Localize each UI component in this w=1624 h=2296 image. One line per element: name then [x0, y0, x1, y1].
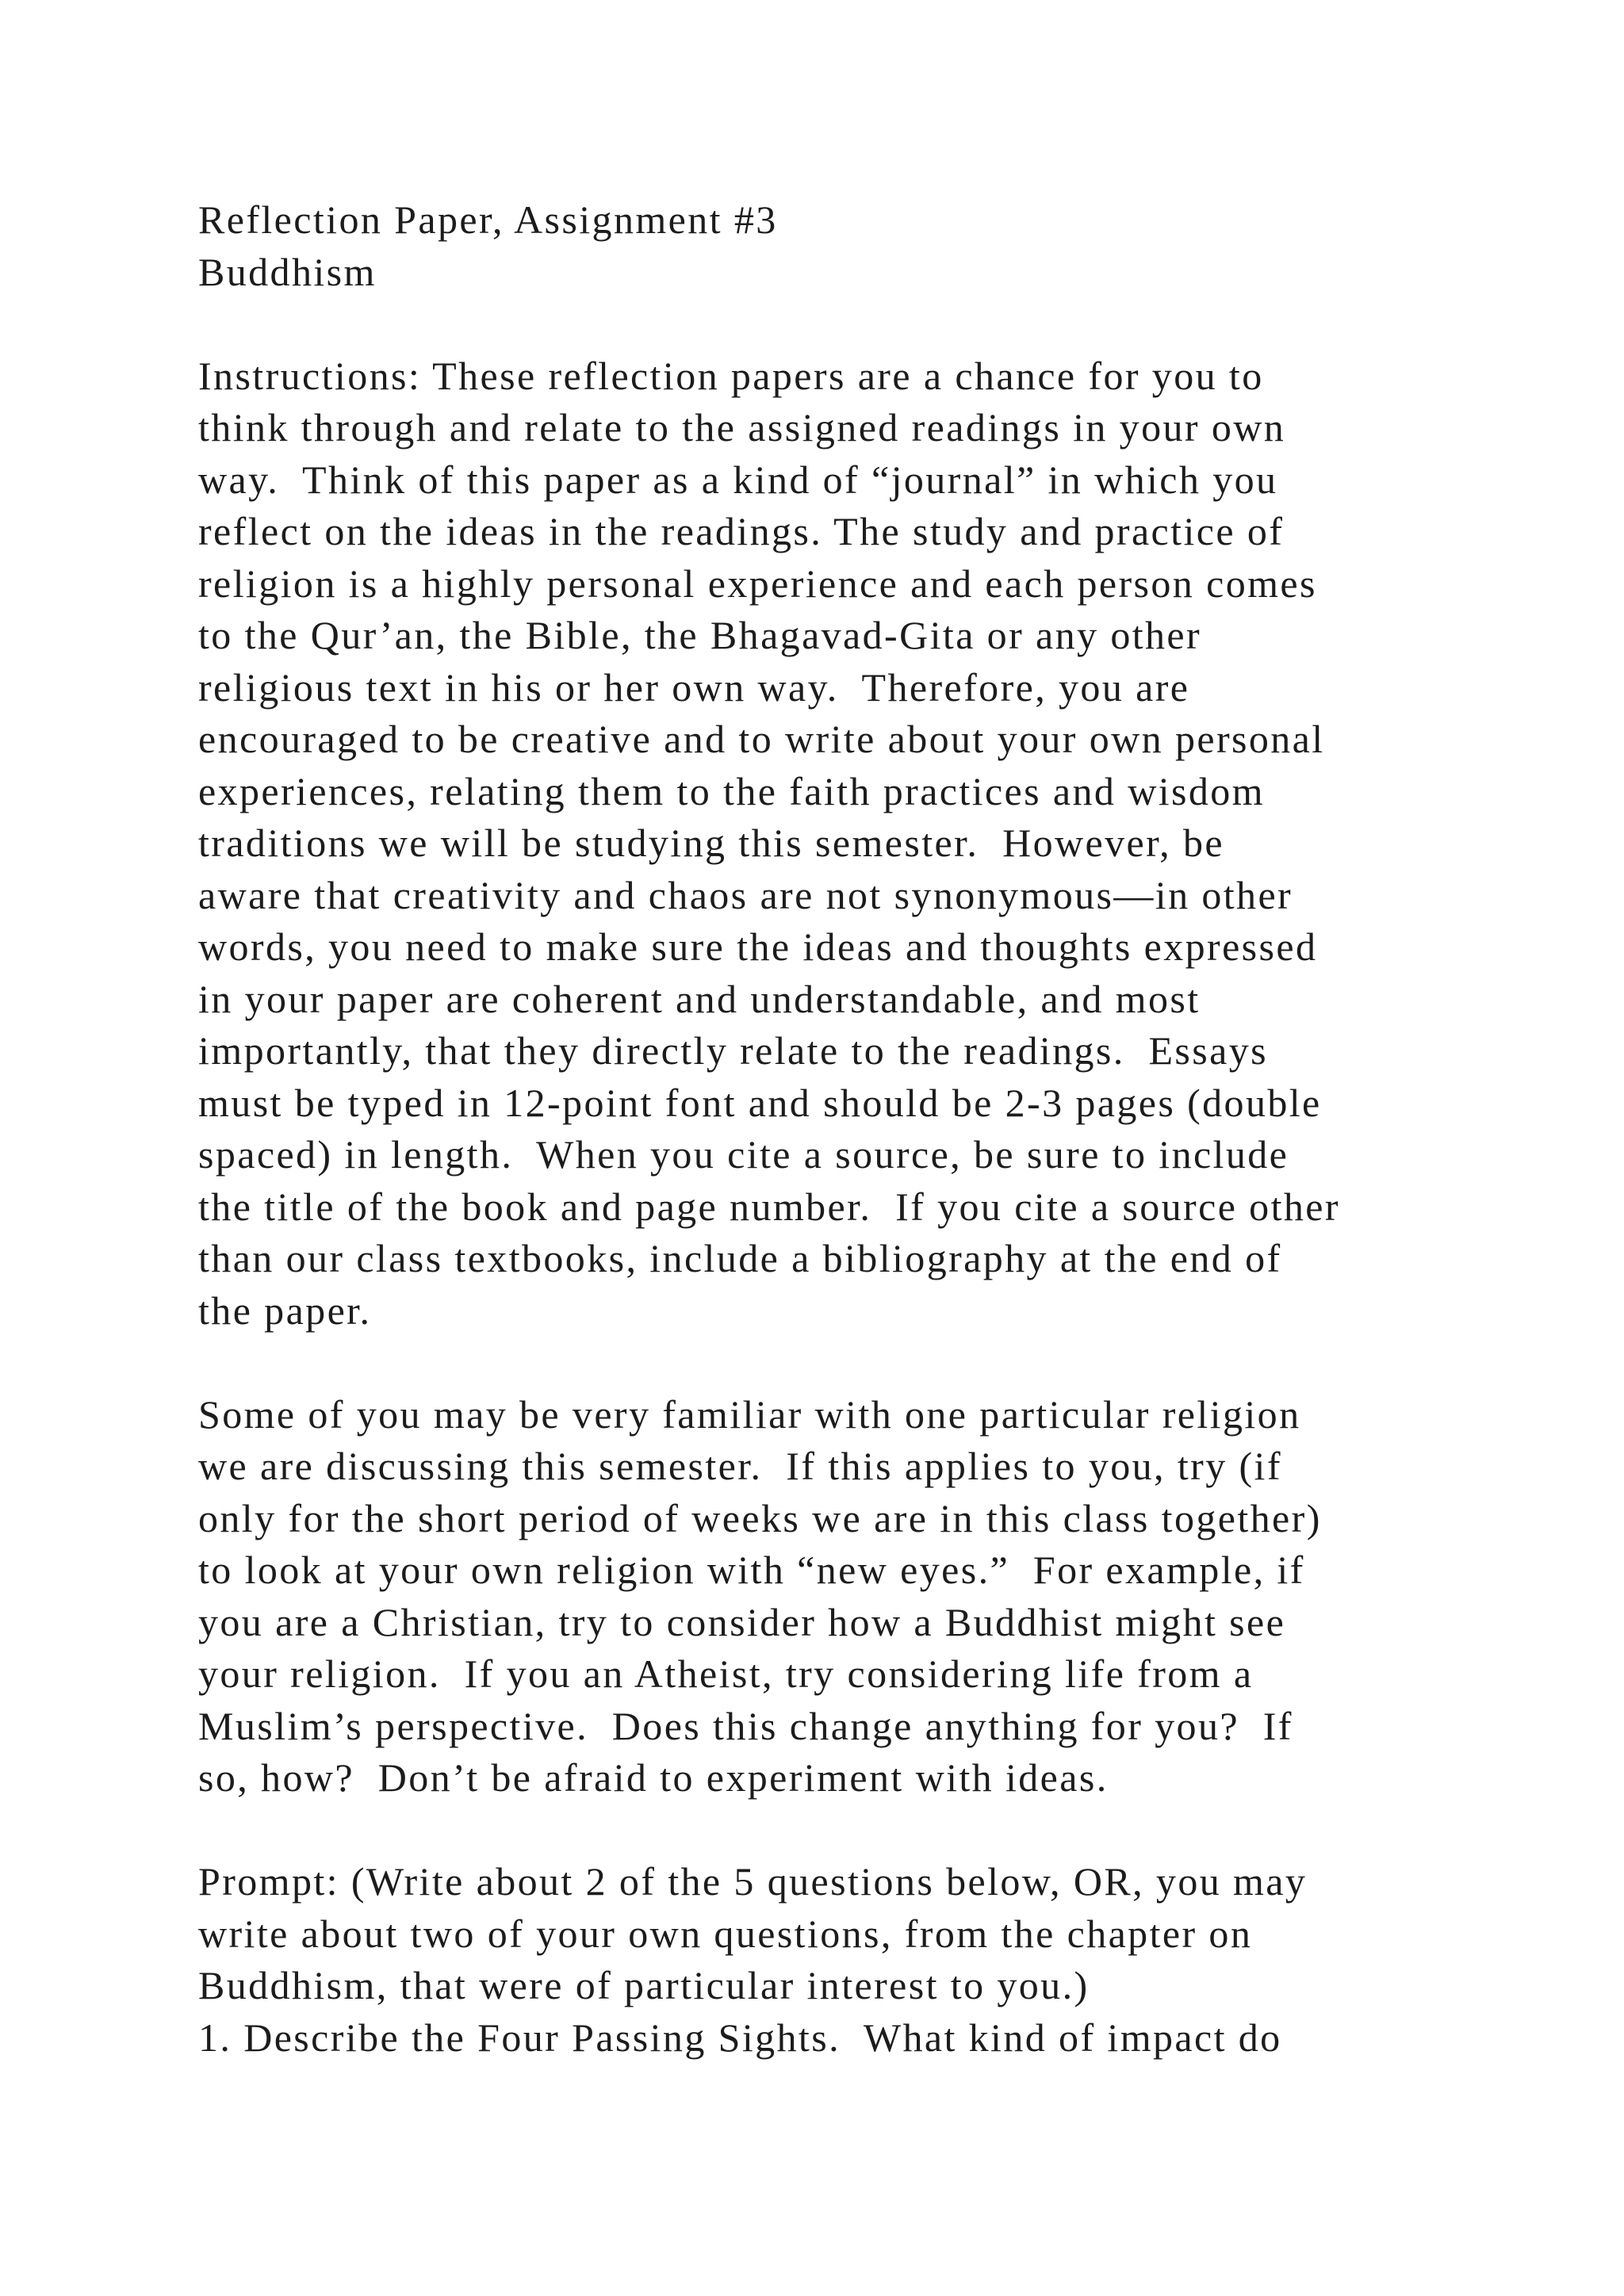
instructions-line: religious text in his or her own way. Therefore, you are: [198, 664, 1190, 710]
familiarity-line: to look at your own religion with “new eyes.” For example, if: [198, 1548, 1305, 1592]
instructions-line: religion is a highly personal experience and each person comes: [198, 561, 1317, 606]
prompt-line: Prompt: (Write about 2 of the 5 questions below, OR, you may: [198, 1859, 1308, 1904]
prompt-question-1: 1. Describe the Four Passing Sights. What kind of impact do: [198, 2015, 1282, 2060]
prompt-paragraph: [198, 1856, 1610, 2064]
familiarity-paragraph: [198, 1389, 1610, 1804]
instructions-line: traditions we will be studying this semester. However, be: [198, 821, 1224, 865]
document-body: [198, 194, 1610, 2064]
instructions-line: importantly, that they directly relate to the readings. Essays: [198, 1028, 1269, 1073]
familiarity-line: Some of you may be very familiar with one particular religion: [198, 1391, 1301, 1437]
instructions-line: words, you need to make sure the ideas and thoughts expressed: [198, 924, 1318, 969]
instructions-line: reflect on the ideas in the readings. The study and practice of: [198, 509, 1285, 553]
instructions-line: encouraged to be creative and to write about your own personal: [198, 717, 1325, 761]
prompt-line: Buddhism, that were of particular interest to you.): [198, 1963, 1090, 2007]
instructions-line: than our class textbooks, include a bibliography at the end of: [198, 1236, 1282, 1280]
familiarity-line: your religion. If you an Atheist, try considering life from a: [198, 1651, 1254, 1696]
instructions-line: experiences, relating them to the faith practices and wisdom: [198, 768, 1265, 813]
instructions-line: must be typed in 12-point font and should be 2-3 pages (double: [198, 1080, 1322, 1125]
instructions-paragraph: [198, 350, 1610, 1337]
document-subtitle: Buddhism: [198, 249, 377, 294]
instructions-line: think through and relate to the assigned readings in your own: [198, 405, 1286, 450]
instructions-line: aware that creativity and chaos are not synonymous—in other: [198, 872, 1293, 917]
familiarity-line: so, how? Don’t be afraid to experiment with ideas.: [198, 1755, 1109, 1800]
instructions-line: to the Qur’an, the Bible, the Bhagavad-Gita or any other: [198, 613, 1202, 657]
familiarity-line: you are a Christian, try to consider how a Buddhist might see: [198, 1599, 1286, 1644]
familiarity-line: we are discussing this semester. If this applies to you, try (if: [198, 1444, 1282, 1488]
instructions-line: in your paper are coherent and understandable, and most: [198, 976, 1201, 1021]
instructions-line: spaced) in length. When you cite a source, be sure to include: [198, 1132, 1289, 1177]
prompt-line: write about two of your own questions, from the chapter on: [198, 1911, 1253, 1956]
familiarity-line: only for the short period of weeks we are in this class together): [198, 1495, 1322, 1540]
instructions-line: way. Think of this paper as a kind of “journal” in which you: [198, 457, 1278, 502]
paragraph-spacer: [198, 1804, 1610, 1857]
instructions-line: the paper.: [198, 1288, 372, 1333]
paragraph-spacer: [198, 298, 1610, 350]
instructions-line: the title of the book and page number. If you cite a source other: [198, 1184, 1340, 1229]
document-title: Reflection Paper, Assignment #3: [198, 197, 778, 242]
familiarity-line: Muslim’s perspective. Does this change anything for you? If: [198, 1703, 1293, 1748]
paragraph-spacer: [198, 1337, 1610, 1389]
instructions-line: Instructions: These reflection papers are a chance for you to: [198, 353, 1264, 398]
